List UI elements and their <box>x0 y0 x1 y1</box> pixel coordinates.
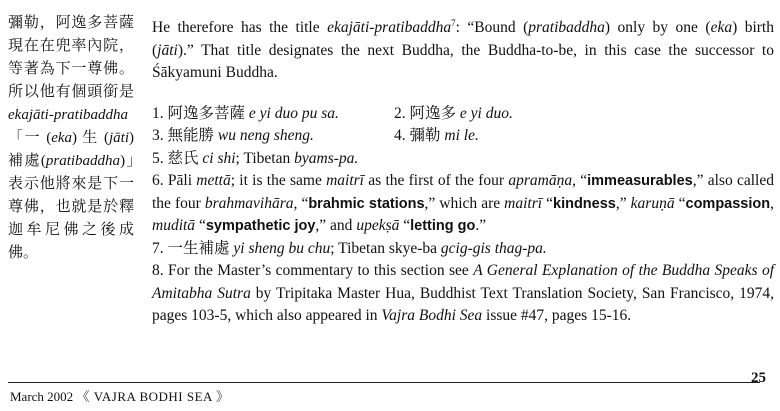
footer-rule <box>8 382 760 383</box>
magazine-name: 《 VAJRA BODHI SEA 》 <box>76 389 230 404</box>
footnote-row-1-2 <box>152 103 774 126</box>
footnote-4: 4. 彌勒 mi le. <box>394 127 479 145</box>
footnote-row-3-4 <box>152 125 774 148</box>
footnote-1: 1. 阿逸多菩薩 e yi duo pu sa. <box>152 104 339 122</box>
chinese-paragraph: 彌勒，阿逸多菩薩現在在兜率內院，等著為下一尊佛。所以他有個頭銜是 ekajāti-pratibaddha「一 (eka) 生 (jāti) 補處(pratibaddha)」表示他將來是下一尊佛，也就是於釋迦牟尼佛之後成佛。 <box>8 15 134 261</box>
footnote-5: 5. 慈氏 ci shi; Tibetan byams-pa. <box>152 149 359 167</box>
english-text-column <box>152 12 774 328</box>
issue-date: March 2002 <box>10 389 74 404</box>
chinese-text-column <box>8 12 134 265</box>
footer-issue <box>10 386 229 405</box>
footnote-2: 2. 阿逸多 e yi duo. <box>394 104 513 122</box>
page-number: 25 <box>751 370 766 386</box>
footnote-6: 6. Pāli mettā; it is the same maitrī as the first of the four apramāṇa, “immeasurables,” also called the four brahmavihāra, “brahmic stations,” which are maitrī “kindness,” karuṇā “compassion, muditā “sympathetic joy,” and upekṣā “letting go.” <box>152 172 774 235</box>
footnote-7: 7. 一生補處 yi sheng bu chu; Tibetan skye-ba gcig-gis thag-pa. <box>152 239 547 257</box>
intro-paragraph: He therefore has the title ekajāti-pratibaddha$^7$: “Bound (pratibaddha) only by one (eka) birth (jāti).” That title designates the next Buddha, the Buddha-to-be, in this case the successor to Śākyamuni Buddha. <box>152 18 774 82</box>
footnote-3: 3. 無能勝 wu neng sheng. <box>152 127 314 145</box>
footnote-8: 8. For the Master’s commentary to this section see A General Explanation of the Buddha Speaks of Amitabha Sutra by Tripitaka Master Hua, Buddhist Text Translation Society, San Francisco, 1974, pages 103-5, which also appeared in Vajra Bodhi Sea issue #47, pages 15-16. <box>152 262 774 325</box>
